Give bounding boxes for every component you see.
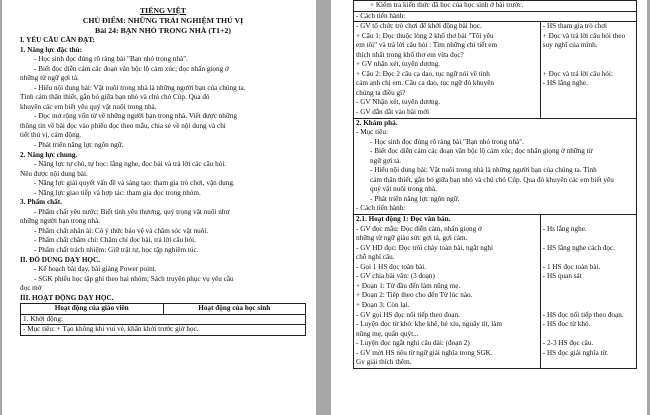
table-cell-line: - Cách tiến hành: xyxy=(356,11,406,20)
body-line: Tình cảm thân thiết, gắn bó giữa bạn nhỏ và chú chó Cúp. Qua đó xyxy=(20,93,210,102)
table-cell-line xyxy=(543,253,634,263)
body-line: 1. Năng lực đặc thù: xyxy=(20,45,83,54)
table-cell-line xyxy=(543,234,634,244)
table-row xyxy=(354,118,637,214)
table-cell-line: + Đọc và trả lời câu hỏi theo xyxy=(542,31,626,40)
table-cell-line: - Học sinh đọc đúng rõ ràng bài "Bạn nhỏ trong nhà". xyxy=(370,137,524,146)
table-cell-line: - GV Nhận xét, tuyên dương. xyxy=(356,98,441,107)
table-cell-line: - 2-3 HS đọc câu. xyxy=(542,339,594,348)
activity-table-right xyxy=(353,0,637,369)
table-cell-line: - GV chia bài văn: (3 đoạn) xyxy=(356,272,435,281)
table-cell-line: - Cách tiến hành: xyxy=(356,204,406,213)
table-cell-line: - GV tổ chức trò chơi để khởi động bài học. xyxy=(356,22,482,31)
table-cell-line: + Câu 1: Đọc thuộc lòng 2 khổ thơ bài "Tôi yêu xyxy=(356,31,494,40)
table-cell-teacher xyxy=(354,215,541,369)
body-line: II. ĐỒ DÙNG DẠY HỌC. xyxy=(20,255,100,264)
document-page-left xyxy=(2,0,316,415)
table-cell-line: + GV nhận xét, tuyên dương. xyxy=(356,60,441,69)
body-line: những từ ngữ gợi tả. xyxy=(20,74,79,83)
table-cell-line: - HS lắng nghe cách đọc. xyxy=(542,243,616,252)
table-row-muc-tieu: - Mục tiêu: + Tạo không khí vui vẻ, khấn khởi trước giờ học. xyxy=(21,325,306,336)
table-cell-line: - Luyện đọc từ khó: khe khẽ, bé xíu, nguây tít, làm xyxy=(356,320,503,329)
table-cell-line: - Gọi 1 HS đọc toàn bài. xyxy=(356,262,427,271)
body-line: đọc mở xyxy=(20,284,42,293)
table-cell-line: + Đoạn 1: Từ đầu đến làm nũng mẹ. xyxy=(356,281,461,290)
table-cell-line: - GV gọi HS đọc nối tiếp theo đoạn. xyxy=(356,310,460,319)
table-cell-line: - GV mời HS nêu từ ngữ giải nghĩa trong SGK. xyxy=(356,348,493,357)
table-row xyxy=(354,215,637,369)
table-cell-line: + Câu 2: Đọc 2 câu ca dao, tục ngữ nói về tình xyxy=(356,69,490,78)
body-line: I. YÊU CẦU CẦN ĐẠT: xyxy=(20,36,95,44)
table-cell-line: em tôi" và trả lời câu hỏi : Tìm những chi tiết em xyxy=(356,41,498,50)
body-line: tiết thú vị, cảm động. xyxy=(20,131,82,140)
table-cell-line xyxy=(543,282,634,292)
body-line: - Phẩm chất trách nhiệm: Giữ trật tự, học tập nghiêm túc. xyxy=(34,246,199,255)
table-cell-line: suy nghĩ của mình. xyxy=(542,41,598,50)
table-cell-line xyxy=(543,358,634,368)
body-line: - Phát triển năng lực ngôn ngữ. xyxy=(34,141,124,150)
lesson-title: Bài 24: BẠN NHỎ TRONG NHÀ (T1+2) xyxy=(95,26,231,35)
table-cell-student xyxy=(540,22,636,118)
table-cell-line xyxy=(543,291,634,301)
table-header-teacher: Hoạt động của giáo viên xyxy=(21,304,164,315)
body-line: Nêu được nội dung bài. xyxy=(20,169,88,178)
table-cell-line: ngữ gợi tả. xyxy=(370,156,402,165)
table-cell-line: Gv giải thích thêm. xyxy=(356,358,412,367)
table-cell-line xyxy=(543,60,634,70)
left-body-text xyxy=(20,36,306,303)
table-row-khoi-dong: 1. Khởi động: xyxy=(21,314,306,325)
table-row-cach-tien-hanh xyxy=(354,11,637,22)
table-cell-line: - HS đọc nối tiếp theo đoạn. xyxy=(542,310,624,319)
table-cell-line: 2.1. Hoạt động 1: Đọc văn bản. xyxy=(356,215,451,224)
body-line: - Kế hoạch bài dạy, bài giảng Power point. xyxy=(34,265,157,274)
table-cell-line: - Hiểu nội dung bài: Vật nuôi trong nhà là những người bạn của chúng ta. Tình xyxy=(370,166,597,175)
body-line: 2. Năng lực chung. xyxy=(20,150,78,159)
table-cell-line: - Mục tiêu: xyxy=(356,128,388,137)
body-line: - Biết đọc diễn cảm các đoạn văn bộc lộ cảm xúc; đọc nhấn giọng ở xyxy=(34,64,229,73)
table-cell-line: + Đoạn 2: Tiếp theo cho đến Từ lúc nào. xyxy=(356,291,473,300)
body-line: III. HOẠT ĐỘNG DẠY HỌC. xyxy=(20,293,114,302)
body-line: - Phẩm chất chăm chỉ: Chăm chỉ đọc bài, trả lời câu hỏi. xyxy=(34,236,196,245)
body-line: - Học sinh đọc đúng rõ ràng bài "Bạn nhỏ trong nhà". xyxy=(34,55,188,64)
table-cell-line: + Đoạn 3: Còn lại. xyxy=(356,300,410,309)
body-line: những người bạn trong nhà. xyxy=(20,217,101,226)
table-row xyxy=(354,22,637,118)
body-line: - Phẩm chất nhân ái: Có ý thức bảo vệ và chăm sóc vật nuôi. xyxy=(34,226,209,235)
body-line: - SGK phiếu học tập ghi theo hai nhóm; Sách truyện phục vụ yêu cầu xyxy=(34,274,234,283)
table-cell-line: - Luyện đọc ngắt nghỉ câu dài: (đoạn 2) xyxy=(356,339,470,348)
table-cell-line: - HS quan sát xyxy=(542,272,582,281)
activity-table-left xyxy=(20,303,306,336)
table-cell-line: - HS đọc từ khó. xyxy=(542,320,591,329)
table-cell-line: - GV HD đọc: Đọc trôi chảy toàn bài, ngắt nghỉ xyxy=(356,243,493,252)
table-cell-line xyxy=(543,301,634,311)
table-cell-line: - Phát triển năng lực ngôn ngữ. xyxy=(370,194,460,203)
table-cell-teacher xyxy=(354,22,541,118)
body-line: - Năng lực giải quyết vấn đề và sáng tạo: tham gia trò chơi, vận dụng. xyxy=(34,179,235,188)
body-line: - Hiểu nội dung bài: Vật nuôi trong nhà là những người bạn của chúng ta. xyxy=(34,83,246,92)
table-cell-line: - HS đọc giải nghĩa từ. xyxy=(542,348,609,357)
table-cell-line: - Hs lắng nghe. xyxy=(542,224,587,233)
body-line: thông tin về bài đọc vào phiếu đọc theo mẫu, chia sẻ về nội dung và chi xyxy=(20,121,226,130)
body-line: - Năng lực tự chủ, tự học: lắng nghe, đọc bài và trả lời các câu hỏi. xyxy=(34,160,227,169)
table-cell-line: chỗ nghỉ câu. xyxy=(356,253,395,262)
table-cell-line: thích nhất trong khổ thơ em vừa đọc? xyxy=(356,50,464,59)
document-page-right xyxy=(331,0,647,415)
table-cell-line: - 1 HS đọc toàn bài. xyxy=(542,262,601,271)
table-cell-line: + Đọc và trả lời câu hỏi: xyxy=(542,69,613,78)
theme-title: CHỦ ĐIỂM: NHỮNG TRẢI NGHIỆM THÚ VỊ xyxy=(82,16,244,25)
body-line: 3. Phẩm chất. xyxy=(20,198,62,207)
table-cell-line: 2. Khám phá. xyxy=(356,118,398,127)
table-cell-line: quý vật nuôi trong nhà. xyxy=(370,185,437,194)
table-cell-line: - HS tham gia trò chơi xyxy=(542,22,608,31)
table-row-kiem-tra xyxy=(354,1,637,12)
body-line: - Phẩm chất yêu nước: Biết tình yêu thương, quý trọng vật nuôi như xyxy=(34,207,230,216)
table-cell-line: những từ ngữ giàu sức gợi tả, gợi cảm. xyxy=(356,234,468,243)
table-cell-line: cảm anh chị em. Câu ca dao, tục ngữ đó khuyên xyxy=(356,79,495,88)
table-cell-student xyxy=(540,215,636,369)
table-cell-line xyxy=(543,51,634,61)
table-cell-line: - Biết đọc diễn cảm các đoạn văn bộc lộ cảm xúc; đọc nhấn giọng ở những từ xyxy=(370,147,593,156)
body-line: khuyên các em biết yêu quý vật nuôi trong nhà. xyxy=(20,102,157,111)
table-cell-line: + Kiểm tra kiến thức đã học của học sinh ở bài trước. xyxy=(370,1,524,9)
table-cell-line: cảm thân thiết, gắn bó giữa bạn nhỏ và chú chó Cúp. Qua đó khuyên các em biết yêu xyxy=(370,175,614,184)
table-cell-full xyxy=(354,118,637,214)
body-line: - Đọc mở rộng vốn từ về những người bạn trong nhà. Viết được những xyxy=(34,112,237,121)
table-cell-line: nũng mẹ, quấn quýt... xyxy=(356,329,419,338)
table-cell-line: - HS lắng nghe. xyxy=(542,79,588,88)
table-cell-line xyxy=(543,215,634,225)
table-cell-line: chúng ta điều gì? xyxy=(356,88,406,97)
table-cell-line xyxy=(543,330,634,340)
table-header-student: Hoạt động của học sinh xyxy=(163,304,306,315)
subject-title: TIẾNG VIỆT xyxy=(139,6,186,15)
table-cell-line: - GV đọc mẫu: Đọc diễn cảm, nhấn giọng ở xyxy=(356,224,482,233)
table-cell-line: - GV dẫn dắt vào bài mới xyxy=(356,108,430,117)
body-line: - Năng lực giao tiếp và hợp tác: tham gia đọc trong nhóm. xyxy=(34,188,201,197)
